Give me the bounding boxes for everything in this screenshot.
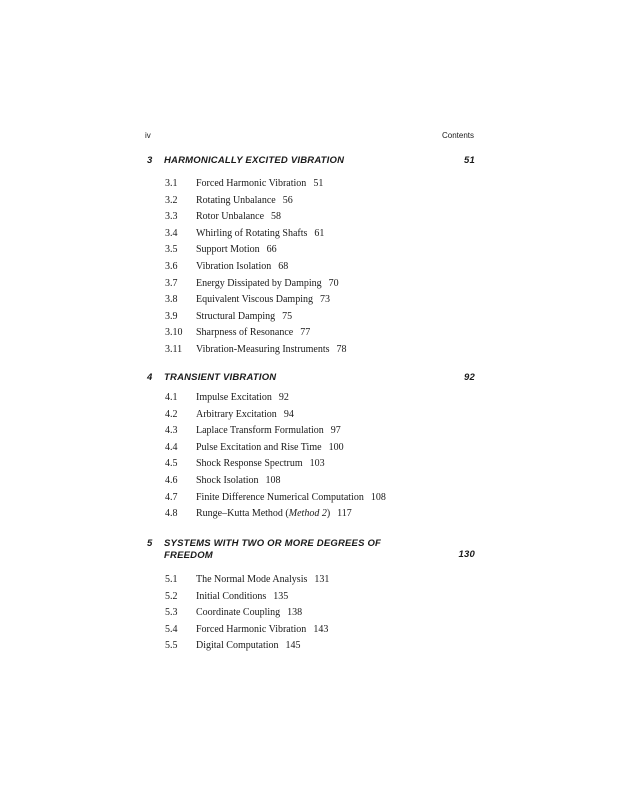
section-page: 77 bbox=[300, 327, 311, 339]
section-page: 73 bbox=[319, 294, 330, 306]
section-page: 97 bbox=[330, 425, 341, 437]
section-page: 108 bbox=[265, 475, 281, 486]
section-title: Whirling of Rotating Shafts bbox=[196, 227, 308, 239]
chapter-number: 4 bbox=[147, 372, 153, 383]
section-entry bbox=[165, 294, 330, 306]
chapter-title: TRANSIENT VIBRATION bbox=[164, 372, 277, 383]
section-page: 68 bbox=[278, 261, 289, 272]
section-title: The Normal Mode Analysis bbox=[196, 574, 308, 585]
section-entry bbox=[165, 195, 293, 207]
section-entry bbox=[165, 508, 352, 520]
section-entry bbox=[165, 458, 325, 470]
section-entry bbox=[165, 244, 277, 256]
section-page: 56 bbox=[282, 194, 293, 206]
section-title: Rotor Unbalance bbox=[196, 211, 265, 223]
section-number: 4.5 bbox=[165, 458, 178, 470]
chapter-title: HARMONICALLY EXCITED VIBRATION bbox=[164, 155, 345, 166]
section-number: 5.5 bbox=[165, 640, 178, 652]
section-title: Initial Conditions bbox=[196, 590, 267, 602]
section-entry bbox=[165, 228, 324, 240]
section-title: Runge–Kutta Method ( bbox=[196, 508, 289, 520]
section-number: 4.7 bbox=[165, 491, 178, 503]
chapter-page: 92 bbox=[464, 372, 475, 383]
section-page: 51 bbox=[313, 178, 324, 189]
section-entry bbox=[165, 409, 294, 421]
section-page: 143 bbox=[313, 623, 329, 635]
section-page: 58 bbox=[271, 211, 282, 223]
section-title: Sharpness of Resonance bbox=[196, 327, 294, 339]
section-title: Pulse Excitation and Rise Time bbox=[196, 441, 322, 453]
section-title: Finite Difference Numerical Computation bbox=[196, 491, 364, 503]
chapter-page: 51 bbox=[464, 155, 475, 166]
section-number: 3.8 bbox=[165, 294, 178, 306]
section-number: 4.2 bbox=[165, 408, 178, 420]
section-number: 4.3 bbox=[165, 425, 178, 437]
section-title: Forced Harmonic Vibration bbox=[196, 623, 307, 635]
section-number: 3.11 bbox=[165, 344, 183, 355]
chapter-number: 5 bbox=[147, 538, 153, 549]
section-page: 131 bbox=[314, 574, 330, 585]
section-entry bbox=[165, 261, 288, 273]
section-title: Rotating Unbalance bbox=[196, 194, 276, 206]
section-title: Vibration-Measuring Instruments bbox=[196, 344, 330, 355]
section-number: 3.1 bbox=[165, 178, 178, 189]
section-page: 138 bbox=[287, 607, 303, 619]
section-entry bbox=[165, 591, 288, 603]
section-number: 3.5 bbox=[165, 244, 178, 256]
section-entry bbox=[165, 475, 281, 487]
section-title: Digital Computation bbox=[196, 640, 279, 652]
section-entry bbox=[165, 311, 292, 323]
section-entry bbox=[165, 607, 302, 619]
section-title: Laplace Transform Formulation bbox=[196, 425, 324, 437]
section-entry bbox=[165, 278, 339, 290]
section-number: 4.8 bbox=[165, 508, 178, 520]
chapter-title: SYSTEMS WITH TWO OR MORE DEGREES OF FREEDOM bbox=[164, 538, 382, 561]
section-page: 78 bbox=[336, 344, 347, 355]
section-entry bbox=[165, 178, 323, 190]
section-page: 117 bbox=[337, 508, 352, 520]
section-number: 3.6 bbox=[165, 261, 178, 272]
chapter-page: 130 bbox=[458, 549, 475, 560]
section-page: 94 bbox=[283, 408, 294, 420]
section-entry bbox=[165, 492, 386, 504]
page-number: iv bbox=[145, 131, 151, 140]
section-title-end: ) bbox=[326, 508, 331, 520]
section-number: 3.3 bbox=[165, 211, 178, 223]
section-entry bbox=[165, 425, 341, 437]
section-page: 108 bbox=[370, 491, 386, 503]
section-title-italic: Method 2 bbox=[288, 508, 327, 520]
section-title: Arbitrary Excitation bbox=[196, 408, 277, 420]
section-title: Impulse Excitation bbox=[196, 392, 272, 403]
running-head: Contents bbox=[441, 131, 474, 140]
section-title: Vibration Isolation bbox=[196, 261, 272, 272]
section-entry bbox=[165, 624, 328, 636]
section-number: 3.9 bbox=[165, 310, 178, 322]
section-number: 5.4 bbox=[165, 623, 178, 635]
section-number: 5.2 bbox=[165, 590, 178, 602]
section-entry bbox=[165, 442, 344, 454]
section-number: 3.7 bbox=[165, 277, 178, 289]
section-number: 4.6 bbox=[165, 475, 178, 486]
section-number: 4.4 bbox=[165, 441, 178, 453]
section-entry bbox=[165, 574, 329, 586]
section-entry bbox=[165, 392, 289, 404]
section-title: Equivalent Viscous Damping bbox=[196, 294, 313, 306]
section-page: 92 bbox=[278, 392, 289, 403]
section-number: 3.10 bbox=[165, 327, 183, 339]
section-page: 145 bbox=[285, 640, 301, 652]
section-title: Structural Damping bbox=[196, 310, 276, 322]
section-page: 75 bbox=[282, 310, 293, 322]
section-title: Energy Dissipated by Damping bbox=[196, 277, 322, 289]
section-entry bbox=[165, 327, 310, 339]
section-number: 3.2 bbox=[165, 194, 178, 206]
section-number: 3.4 bbox=[165, 227, 178, 239]
section-page: 135 bbox=[273, 590, 289, 602]
section-title: Shock Response Spectrum bbox=[196, 458, 303, 470]
section-entry bbox=[165, 211, 281, 223]
chapter-number: 3 bbox=[147, 155, 153, 166]
section-title: Forced Harmonic Vibration bbox=[196, 178, 307, 189]
section-number: 5.1 bbox=[165, 574, 178, 585]
section-number: 4.1 bbox=[165, 392, 178, 403]
section-page: 103 bbox=[309, 458, 325, 470]
section-title: Support Motion bbox=[196, 244, 260, 256]
section-title: Shock Isolation bbox=[196, 475, 259, 486]
section-page: 70 bbox=[328, 277, 339, 289]
section-page: 66 bbox=[266, 244, 277, 256]
section-page: 100 bbox=[328, 441, 344, 453]
section-entry bbox=[165, 344, 347, 356]
section-title: Coordinate Coupling bbox=[196, 607, 281, 619]
section-page: 61 bbox=[314, 227, 325, 239]
section-entry bbox=[165, 640, 301, 652]
section-number: 5.3 bbox=[165, 607, 178, 619]
